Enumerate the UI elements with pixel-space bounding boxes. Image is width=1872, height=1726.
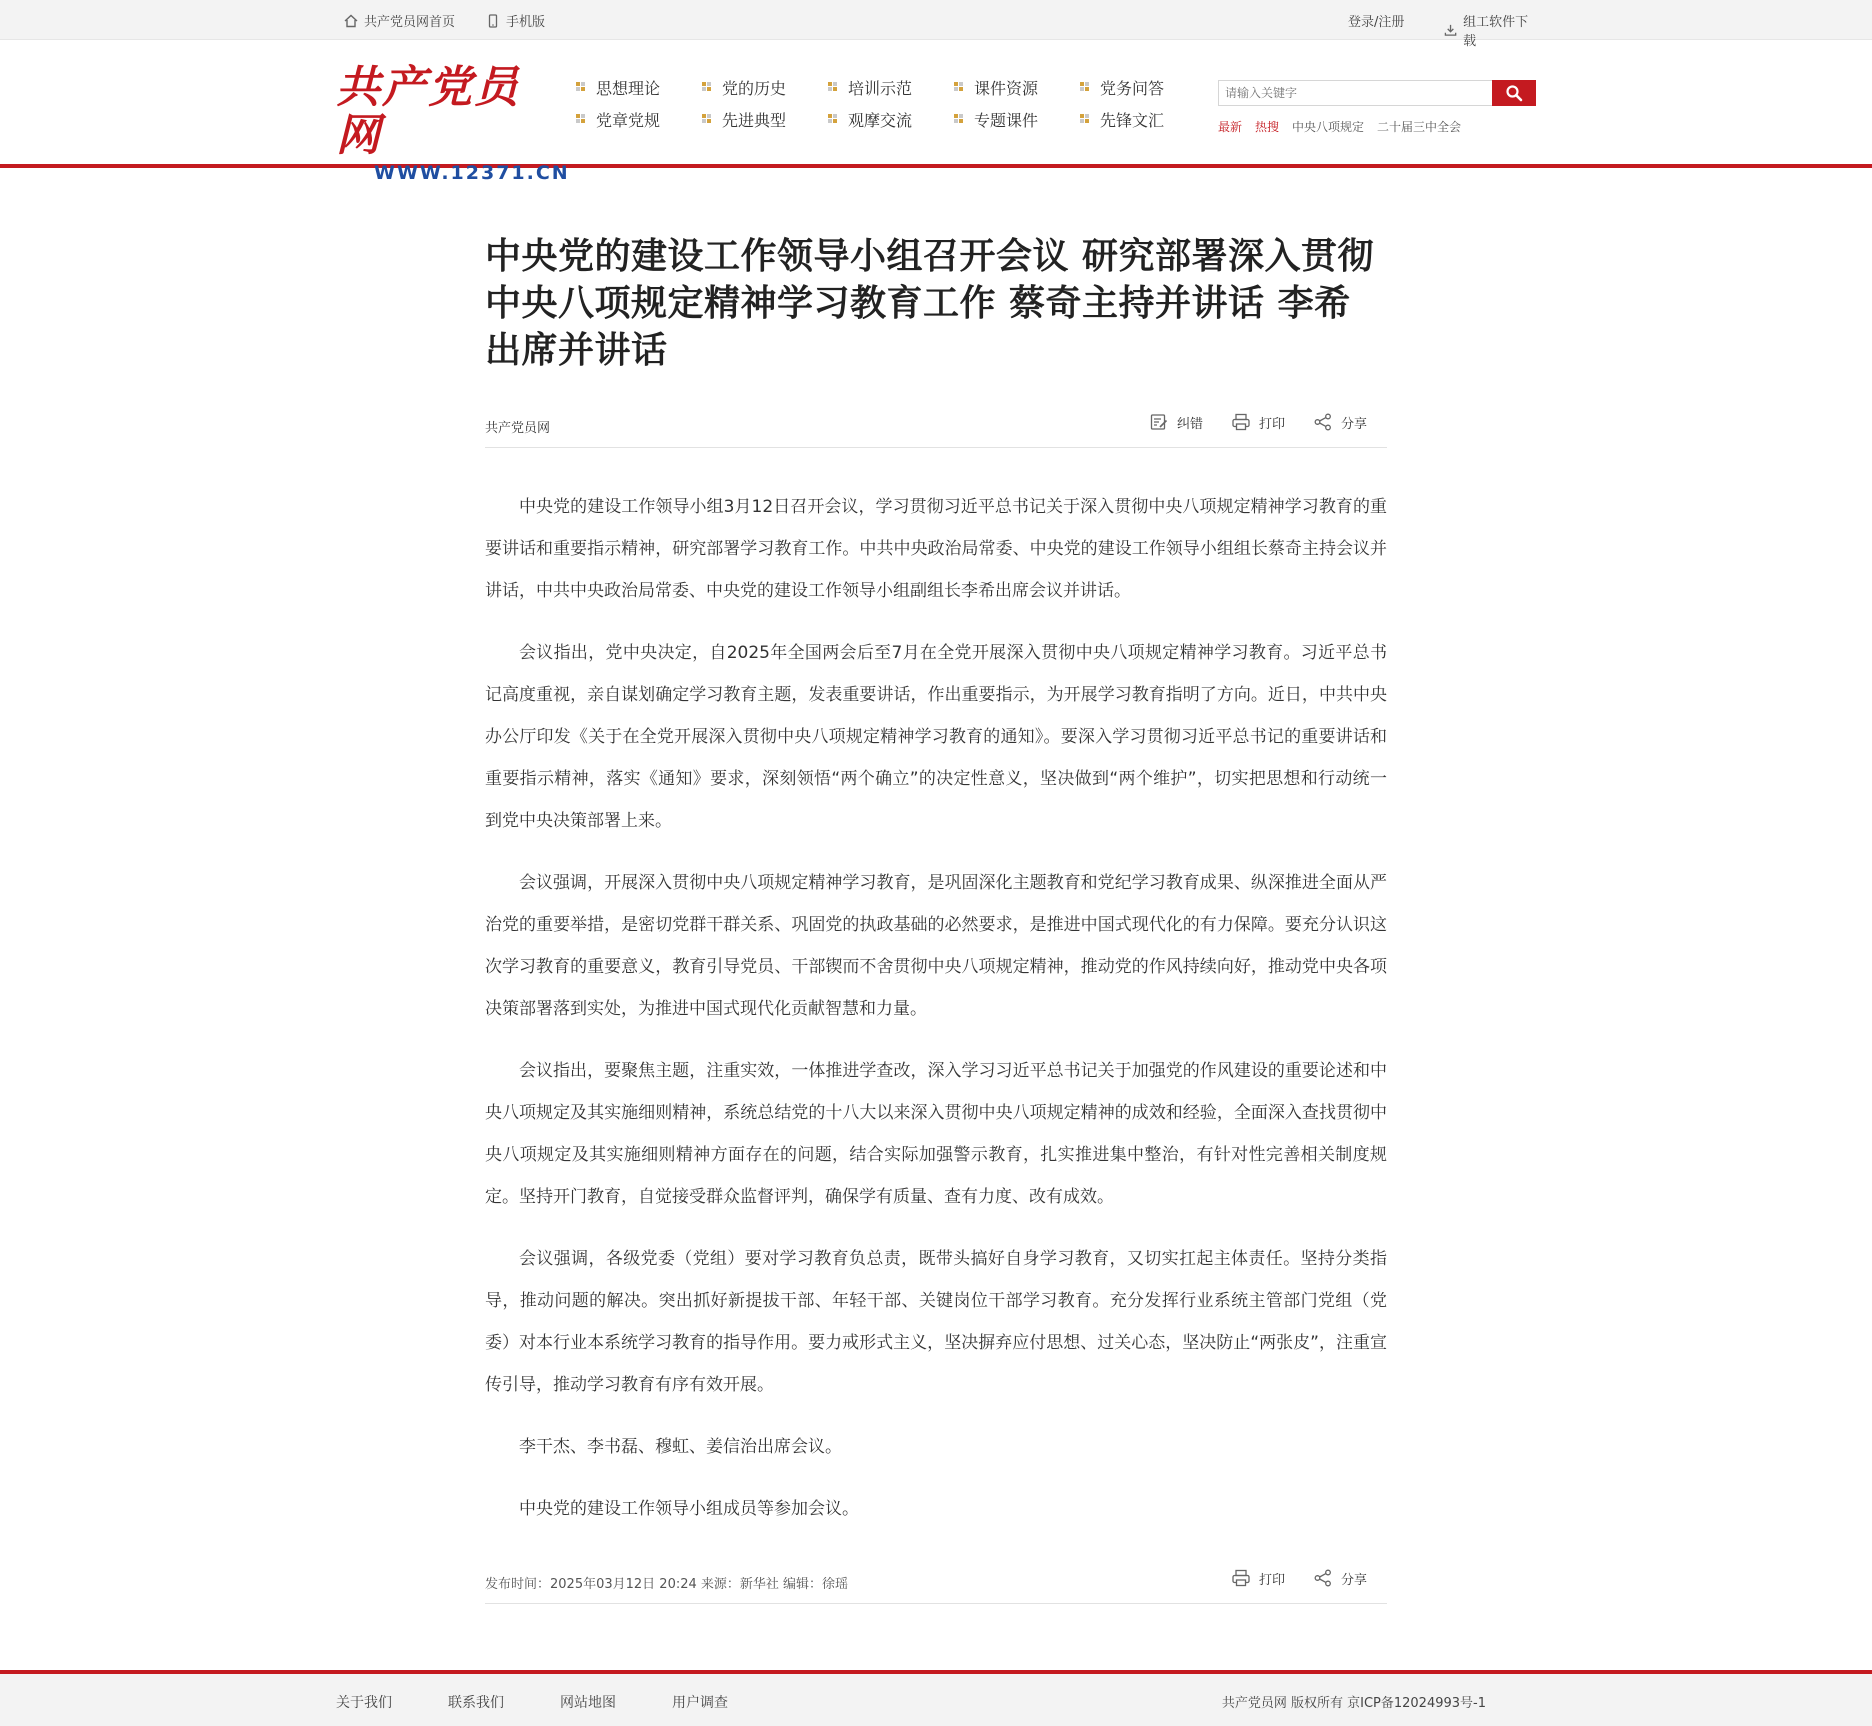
nav-item-qa[interactable] <box>1080 78 1206 96</box>
article-paragraph: 会议强调，开展深入贯彻中央八项规定精神学习教育，是巩固深化主题教育和党纪学习教育成果、纵深推进全面从严治党的重要举措，是密切党群干群关系、巩固党的执政基础的必然要求，是推进中国式现代化的有力保障。要充分认识这次学习教育的重要意义，教育引导党员、干部锲而不舍贯彻中央八项规定精神，推动党的作风持续向好，推动党中央各项决策部署落到实处，为推进中国式现代化贡献智慧和力量。 <box>485 873 1387 1019</box>
share-button-bottom[interactable] <box>1313 1568 1367 1588</box>
nav-label: 党的历史 <box>722 78 787 98</box>
share-label: 分享 <box>1340 1572 1367 1588</box>
search-button[interactable] <box>1492 80 1536 106</box>
footer-link-sitemap[interactable]: 网站地图 <box>560 1695 616 1711</box>
article-paragraph: 会议指出，要聚焦主题，注重实效，一体推进学查改，深入学习习近平总书记关于加强党的作风建设的重要论述和中央八项规定及其实施细则精神，系统总结党的十八大以来深入贯彻中央八项规定精神的成效和经验，全面深入查找贯彻中央八项规定及其实施细则精神方面存在的问题，结合实际加强警示教育，扎实推进集中整治，有针对性完善相关制度规定。坚持开门教育，自觉接受群众监督评判，确保学有质量、查有力度、改有成效。 <box>485 1061 1387 1207</box>
printer-icon <box>1231 412 1251 432</box>
article-meta-bottom <box>485 1564 1387 1604</box>
hot-search-link[interactable]: 热搜 <box>1255 120 1280 134</box>
bullet-icon <box>702 114 712 124</box>
nav-item-exchange[interactable] <box>828 110 954 128</box>
article-meta-top <box>485 408 1387 448</box>
correct-button[interactable] <box>1149 412 1203 432</box>
nav-label: 先进典型 <box>722 110 787 130</box>
main-nav <box>576 78 1206 128</box>
edit-icon <box>1149 412 1169 432</box>
search-box <box>1218 80 1536 106</box>
print-label: 打印 <box>1258 416 1285 432</box>
top-bar <box>0 0 1872 49</box>
site-header <box>0 40 1872 184</box>
mobile-phone-icon <box>486 14 500 28</box>
article-paragraph: 中央党的建设工作领导小组成员等参加会议。 <box>519 1499 859 1519</box>
footer-copyright: 共产党员网 版权所有 京ICP备12024993号-1 <box>1221 1696 1486 1711</box>
logo-url: WWW.12371.CN <box>374 162 570 184</box>
article-paragraph: 会议强调，各级党委（党组）要对学习教育负总责，既带头搞好自身学习教育，又切实扛起主体责任。坚持分类指导，推动问题的解决。突出抓好新提拔干部、年轻干部、关键岗位干部学习教育。充分发挥行业系统主管部门党组（党委）对本行业本系统学习教育的指导作用。要力戒形式主义，坚决摒弃应付思想、过关心态，坚决防止“两张皮”，注重宣传引导，推动学习教育有序有效开展。 <box>485 1249 1387 1395</box>
publish-info: 发布时间：2025年03月12日 20:24 来源：新华社 编辑：徐瑶 <box>485 1577 849 1592</box>
nav-item-training[interactable] <box>828 78 954 96</box>
correct-label: 纠错 <box>1176 416 1203 432</box>
article-body <box>485 486 1387 1530</box>
login-link[interactable] <box>1348 11 1404 30</box>
nav-item-theory[interactable] <box>576 78 702 96</box>
site-logo[interactable] <box>336 62 570 184</box>
nav-item-history[interactable] <box>702 78 828 96</box>
article <box>485 233 1387 1604</box>
search-input[interactable] <box>1218 80 1492 106</box>
footer-link-survey[interactable]: 用户调查 <box>672 1695 728 1711</box>
nav-label: 观摩交流 <box>848 110 913 130</box>
share-label: 分享 <box>1340 416 1367 432</box>
bullet-icon <box>828 114 838 124</box>
download-icon <box>1444 23 1457 37</box>
share-icon <box>1313 412 1333 432</box>
printer-icon <box>1231 1568 1251 1588</box>
bullet-icon <box>1080 82 1090 92</box>
bullet-icon <box>576 82 586 92</box>
bullet-icon <box>1080 114 1090 124</box>
article-tools-top <box>1149 412 1367 432</box>
hot-keywords <box>1218 118 1461 135</box>
print-button-bottom[interactable] <box>1231 1568 1285 1588</box>
login-link-label: 登录/注册 <box>1348 15 1405 30</box>
nav-label: 培训示范 <box>848 78 913 98</box>
bullet-icon <box>828 82 838 92</box>
article-paragraph: 李干杰、李书磊、穆虹、姜信治出席会议。 <box>519 1437 842 1457</box>
article-tools-bottom <box>1231 1568 1367 1588</box>
share-button-top[interactable] <box>1313 412 1367 432</box>
print-label: 打印 <box>1258 1572 1285 1588</box>
article-title: 中央党的建设工作领导小组召开会议 研究部署深入贯彻中央八项规定精神学习教育工作 蔡奇主持并讲话 李希出席并讲话 <box>485 236 1375 371</box>
hot-keyword-1[interactable]: 中央八项规定 <box>1292 120 1365 134</box>
bullet-icon <box>954 82 964 92</box>
download-link-label: 组工软件下载 <box>1463 15 1529 49</box>
footer-link-contact[interactable]: 联系我们 <box>448 1695 504 1711</box>
bullet-icon <box>702 82 712 92</box>
nav-label: 思想理论 <box>596 78 661 98</box>
hot-latest-link[interactable]: 最新 <box>1218 120 1243 134</box>
mobile-link-label: 手机版 <box>506 15 546 30</box>
nav-item-courseware[interactable] <box>954 78 1080 96</box>
nav-item-literature[interactable] <box>1080 110 1206 128</box>
nav-label: 党务问答 <box>1100 78 1165 98</box>
hot-keyword-2[interactable]: 二十届三中全会 <box>1377 120 1462 134</box>
nav-label: 先锋文汇 <box>1100 110 1165 130</box>
nav-label: 课件资源 <box>974 78 1039 98</box>
article-paragraph: 中央党的建设工作领导小组3月12日召开会议，学习贯彻习近平总书记关于深入贯彻中央八项规定精神学习教育的重要讲话和重要指示精神，研究部署学习教育工作。中共中央政治局常委、中央党的建设工作领导小组组长蔡奇主持会议并讲话，中共中央政治局常委、中央党的建设工作领导小组副组长李希出席会议并讲话。 <box>485 497 1387 601</box>
article-paragraph: 会议指出，党中央决定，自2025年全国两会后至7月在全党开展深入贯彻中央八项规定精神学习教育。习近平总书记高度重视，亲自谋划确定学习教育主题，发表重要讲话，作出重要指示，为开展学习教育指明了方向。近日，中共中央办公厅印发《关于在全党开展深入贯彻中央八项规定精神学习教育的通知》。要深入学习贯彻习近平总书记的重要讲话和重要指示精神，落实《通知》要求，深刻领悟“两个确立”的决定性意义，坚决做到“两个维护”，切实把思想和行动统一到党中央决策部署上来。 <box>485 643 1387 831</box>
footer-link-about[interactable]: 关于我们 <box>336 1695 392 1711</box>
nav-item-regulations[interactable] <box>576 110 702 128</box>
bullet-icon <box>576 114 586 124</box>
footer-links <box>336 1692 728 1712</box>
site-footer <box>0 1670 1872 1726</box>
nav-label: 党章党规 <box>596 110 661 130</box>
print-button-top[interactable] <box>1231 412 1285 432</box>
logo-text: 共产党员网 <box>336 62 520 161</box>
search-icon <box>1505 84 1523 102</box>
home-link-label: 共产党员网首页 <box>364 15 456 30</box>
bullet-icon <box>954 114 964 124</box>
nav-item-models[interactable] <box>702 110 828 128</box>
home-link[interactable] <box>344 11 455 30</box>
article-source: 共产党员网 <box>485 421 551 436</box>
home-icon <box>344 14 358 28</box>
share-icon <box>1313 1568 1333 1588</box>
nav-item-topics[interactable] <box>954 110 1080 128</box>
nav-label: 专题课件 <box>974 110 1039 130</box>
mobile-link[interactable] <box>486 11 545 30</box>
